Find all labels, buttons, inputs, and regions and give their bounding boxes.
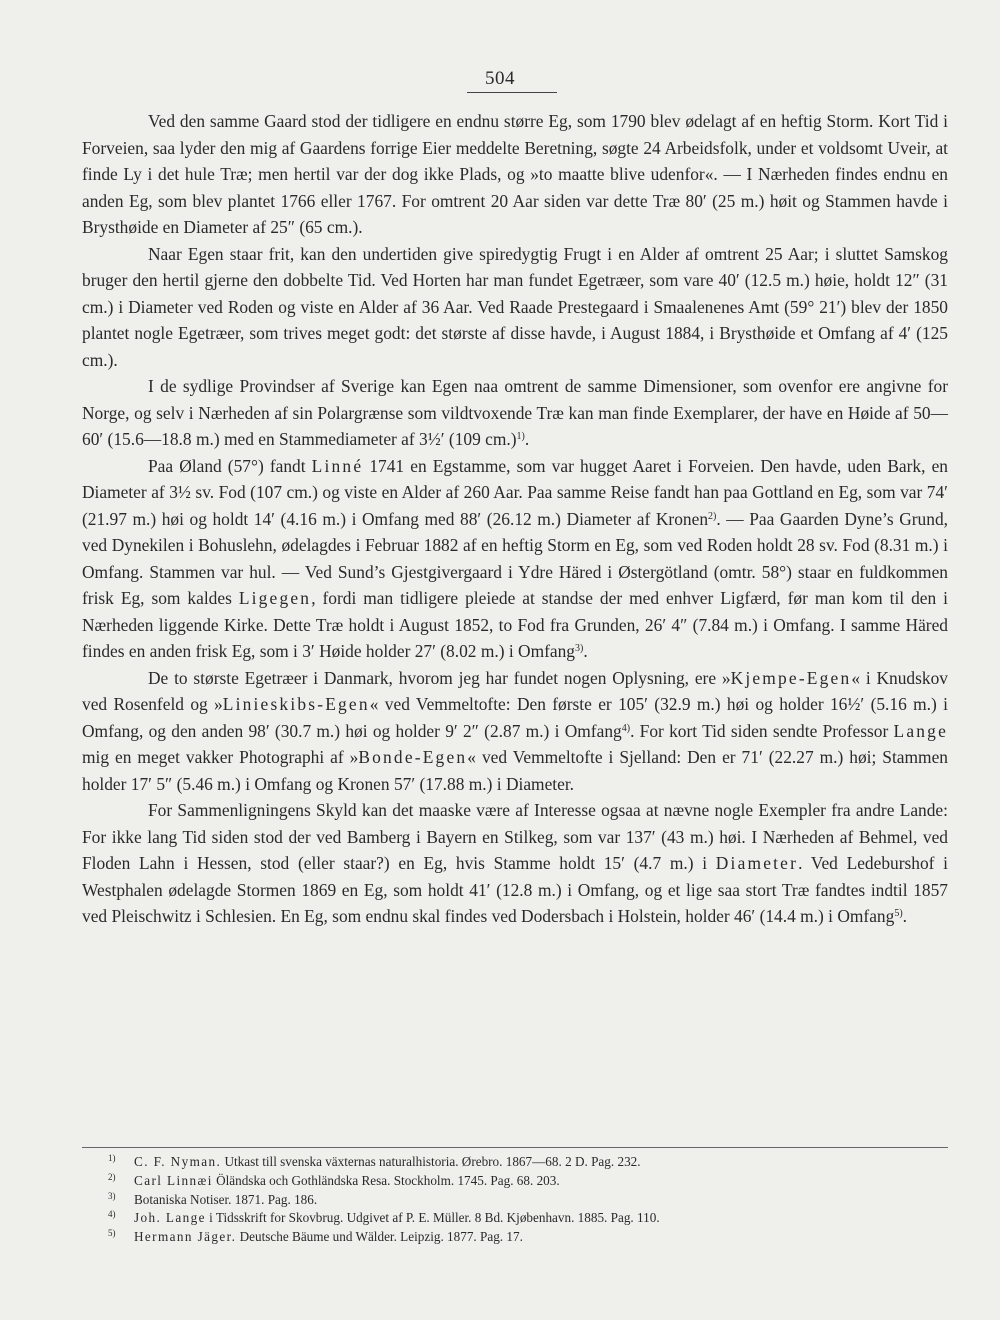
paragraph	[82, 108, 948, 241]
footnote	[108, 1172, 948, 1191]
footnote-reference: 2)	[708, 510, 717, 522]
body-text	[82, 108, 948, 930]
paragraph	[82, 797, 948, 930]
footnote	[108, 1209, 948, 1228]
footnote-content	[134, 1172, 560, 1191]
footnote-text: i Tidsskrift for Skovbrug. Udgivet af P. E. Müller. 8 Bd. Kjøbenhavn. 1885. Pag. 110.	[205, 1210, 660, 1226]
footnote-content	[134, 1228, 523, 1247]
paragraph	[82, 453, 948, 665]
text-run: , fordi man tidligere pleiede at standse der med enhver Ligfærd, før man kom til den i Nærheden liggende Kirke. Dette Træ holdt i August 1852, to Fod fra Grunden, 26′ 4″ (7.84 m.) i Omfang. I samme Häred findes en anden frisk Eg, som i 3′ Høide holder 27′ (8.02 m.) i Omfang	[82, 588, 948, 661]
text-run: « ved Vemmeltofte: Den første er 105′ (32.9 m.) høi og holder 16½′ (5.16 m.) i Omfang, og den anden 98′ (30.7 m.) høi og holder 9′ 2″ (2.87 m.) i Omfang	[82, 694, 948, 741]
text-run: .	[583, 641, 588, 661]
footnote-marker	[108, 1172, 134, 1191]
footnote-marker	[108, 1153, 134, 1172]
footnote-author: C. F. Nyman.	[134, 1154, 222, 1169]
page-number-rule	[467, 92, 557, 93]
text-run: .	[524, 429, 530, 449]
footnotes	[108, 1153, 948, 1247]
footnote	[108, 1191, 948, 1210]
paragraph	[82, 665, 948, 798]
emphasized-name: Bonde-Egen	[358, 747, 468, 767]
footnote-marker-number: 4)	[108, 1209, 116, 1220]
footnote-marker	[108, 1209, 134, 1228]
text-run: « i Knudskov ved Rosenfeld og »	[82, 667, 948, 714]
footnote-text: Botaniska Notiser. 1871. Pag. 186.	[134, 1191, 318, 1207]
page-number: 504	[485, 68, 515, 89]
footnote-rule	[82, 1147, 948, 1148]
footnote-reference: 3)	[575, 643, 584, 654]
text-run: . — Paa Gaarden Dyne’s Grund, ved Dynekilen i Bohuslehn, ødelagdes i Februar 1882 af en heftig Storm en Eg, som ved Roden holdt 28 sv. Fod (8.31 m.) i Omfang. Stammen var hul. — Ved Sund’s Gjestgivergaard i Ydre Häred i Østergötland (omtr. 58°) staar en fuldkommen frisk Eg, som kaldes	[82, 508, 948, 608]
footnote-text: Deutsche Bäume und Wälder. Leipzig. 1877. Pag. 17.	[236, 1229, 523, 1245]
text-run: Paa Øland (57°) fandt	[148, 455, 312, 476]
footnote-content	[134, 1191, 317, 1210]
footnote-marker-number: 3)	[108, 1190, 116, 1201]
footnote-marker	[108, 1228, 134, 1247]
text-run: . For kort Tid siden sendte Professor	[630, 720, 894, 741]
text-run: De to største Egetræer i Danmark, hvorom jeg har fundet nogen Oplysning, ere »	[148, 667, 731, 688]
text-run: « ved Vemmeltofte i Sjelland: Den er 71′ (22.27 m.) høi; Stammen holder 17′ 5″ (5.46 m.) i Omfang og Kronen 57′ (17.88 m.) i Diameter.	[82, 747, 948, 794]
text-run: For Sammenligningens Skyld kan det maaske være af Interesse ogsaa at nævne nogle Exempler fra andre Lande: For ikke lang Tid siden stod der ved Bamberg i Bayern en Stilkeg, som var 137′ (43 m.) høi. I Nærheden af Behmel, ved Floden Lahn i Hessen, stod (eller staar?) en Eg, hvis Stamme holdt 15′ (4.7 m.) i	[82, 800, 948, 873]
footnote-author: Carl Linnæi	[134, 1172, 213, 1188]
footnote-content	[134, 1153, 641, 1172]
emphasized-name: Linné	[311, 455, 364, 476]
text-run: Naar Egen staar frit, kan den undertiden give spiredygtig Frugt i en Alder af omtrent 25 Aar; i sluttet Samskog bruger den hertil gjerne den dobbelte Tid. Ved Horten har man fundet Egetræer, som vare 40′ (12.5 m.) høie, holdt 12″ (31 cm.) i Diameter ved Roden og viste en Alder af 36 Aar. Ved Raade Prestegaard i Smaalenenes Amt (59° 21′) blev der 1850 plantet nogle Egetræer, som trives meget godt: det største af disse havde, i August 1884, i Brysthøide et Omfang af 4′ (125 cm.).	[82, 243, 948, 370]
paragraph	[82, 241, 948, 374]
text-run: I de sydlige Provindser af Sverige kan Egen naa omtrent de samme Dimensioner, som ovenfor ere angivne for Norge, og selv i Nærheden af sin Polargrænse som vildtvoxende Træ kan man finde Exemplarer, der have en Høide af 50—60′ (15.6—18.8 m.) med en Stammediameter af 3½′ (109 cm.)	[82, 376, 948, 449]
footnote-marker	[108, 1191, 134, 1210]
emphasized-name: Linieskibs-Egen	[222, 694, 370, 714]
emphasized-name: Diameter	[715, 853, 799, 873]
footnote-marker-number: 2)	[108, 1171, 116, 1182]
footnote-content	[134, 1209, 660, 1228]
text-run: Ved den samme Gaard stod der tidligere en endnu større Eg, som 1790 blev ødelagt af en heftig Storm. Kort Tid i Forveien, saa lyder den mig af Gaardens forrige Eier meddelte Beretning, søgte 24 Arbeidsfolk, under et voldsomt Uveir, at finde Ly i det hule Træ; men hertil var der dog ikke Plads, og »to maatte blive udenfor«. — I Nærheden findes endnu en anden Eg, som blev plantet 1766 eller 1767. For omtrent 20 Aar siden var dette Træ 80′ (25 m.) høit og Stammen havde i Brysthøide en Diameter af 25″ (65 cm.).	[82, 111, 948, 237]
text-run: . Ved Ledeburshof i Westphalen ødelagde Stormen 1869 en Eg, som holdt 41′ (12.8 m.) i Omfang, og et lige saa stort Træ fandtes indtil 1857 ved Pleischwitz i Schlesien. En Eg, som endnu skal findes ved Dodersbach i Holstein, holder 46′ (14.4 m.) i Omfang	[82, 853, 949, 926]
text-run: 1741 en Egstamme, som var hugget Aaret i Forveien. Den havde, uden Bark, en Diameter af 3½ sv. Fod (107 cm.) og viste en Alder af 260 Aar. Paa samme Reise fandt han paa Gottland en Eg, som var 74′ (21.97 m.) høi og holdt 14′ (4.16 m.) i Omfang med 88′ (26.12 m.) Diameter af Kronen	[82, 455, 948, 529]
emphasized-name: Kjempe-Egen	[730, 667, 852, 688]
footnote	[108, 1228, 948, 1247]
footnote-text: Utkast till svenska växternas naturalhistoria. Ørebro. 1867—68. 2 D. Pag. 232.	[221, 1154, 641, 1169]
footnote-reference: 5)	[894, 908, 903, 919]
footnote-marker-number: 5)	[108, 1228, 116, 1239]
footnote-marker-number: 1)	[108, 1153, 116, 1163]
paragraph	[82, 373, 948, 453]
footnote-reference: 1)	[516, 431, 525, 442]
text-run: mig en meget vakker Photographi af »	[82, 747, 359, 767]
footnote-author: Hermann Jäger.	[134, 1229, 237, 1245]
footnote	[108, 1153, 948, 1172]
emphasized-name: Ligegen	[238, 588, 312, 608]
emphasized-name: Lange	[893, 720, 948, 741]
footnote-text: Öländska och Gothländska Resa. Stockholm. 1745. Pag. 68. 203.	[212, 1172, 560, 1188]
footnote-author: Joh. Lange	[134, 1210, 206, 1226]
footnote-reference: 4)	[621, 722, 631, 734]
text-run: .	[902, 906, 908, 926]
